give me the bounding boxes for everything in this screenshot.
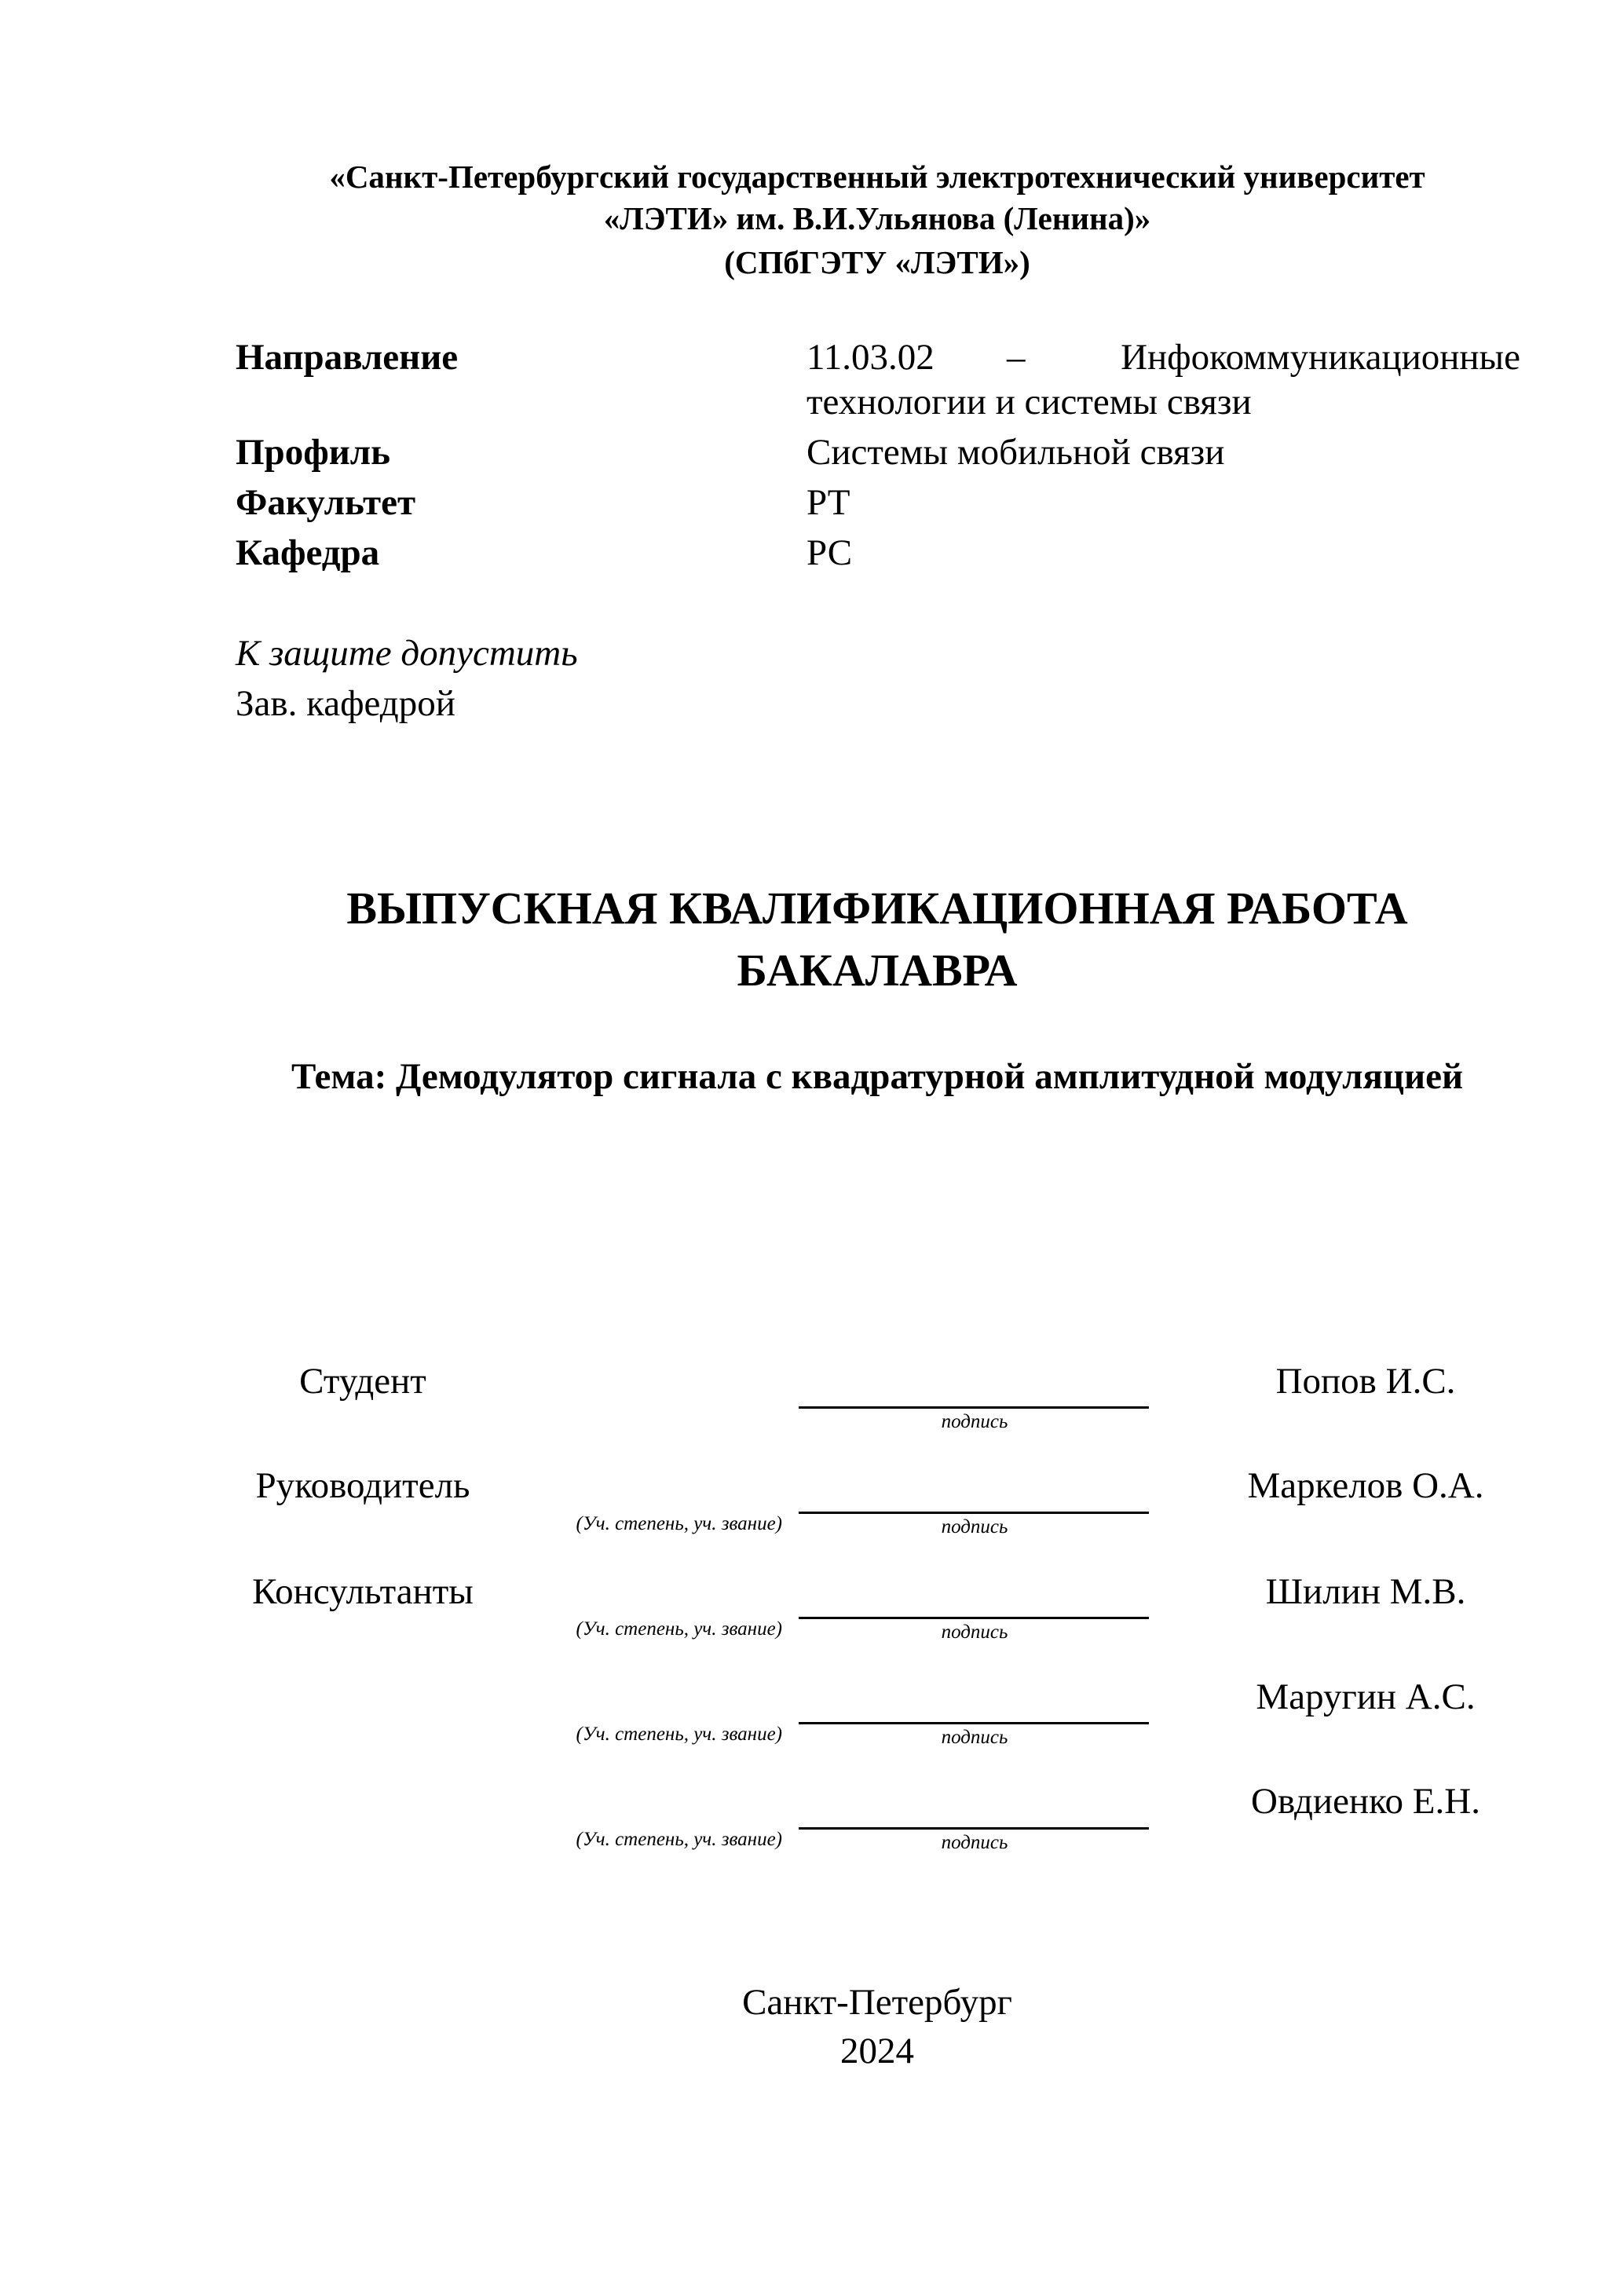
degree-caption: (Уч. степень, уч. звание) xyxy=(576,1724,782,1745)
topic: Тема: Демодулятор сигнала с квадратурной амплитудной модуляцией xyxy=(291,1056,1464,1097)
signature-line xyxy=(799,1722,1149,1724)
name-consultant-1: Шилин М.В. xyxy=(1265,1571,1466,1612)
signature-caption: подпись xyxy=(941,1727,1008,1748)
approval-line-1: К защите допустить xyxy=(236,633,578,674)
direction-label: Направление xyxy=(236,337,459,378)
role-supervisor: Руководитель xyxy=(255,1465,470,1506)
faculty-label: Факультет xyxy=(236,482,416,523)
signature-line xyxy=(799,1617,1149,1619)
title-line-2: БАКАЛАВРА xyxy=(737,945,1018,996)
city: Санкт-Петербург xyxy=(742,1982,1012,2023)
signature-line xyxy=(799,1406,1149,1409)
degree-caption: (Уч. степень, уч. звание) xyxy=(576,1829,782,1850)
signature-caption: подпись xyxy=(941,1516,1008,1537)
name-student: Попов И.С. xyxy=(1275,1361,1456,1402)
signature-caption: подпись xyxy=(941,1832,1008,1853)
department-value: РС xyxy=(807,532,853,573)
role-student: Студент xyxy=(299,1361,426,1402)
signature-caption: подпись xyxy=(941,1411,1008,1432)
signature-caption: подпись xyxy=(941,1621,1008,1643)
profile-value: Системы мобильной связи xyxy=(807,432,1225,473)
name-supervisor: Маркелов О.А. xyxy=(1247,1465,1484,1506)
name-consultant-3: Овдиенко Е.Н. xyxy=(1251,1781,1480,1822)
role-consultants: Консультанты xyxy=(252,1571,474,1612)
direction-name-1: Инфокоммуникационные xyxy=(1121,337,1520,378)
direction-name-2: технологии и системы связи xyxy=(807,382,1252,422)
department-label: Кафедра xyxy=(236,532,380,573)
degree-caption: (Уч. степень, уч. звание) xyxy=(576,1618,782,1640)
approval-line-2: Зав. кафедрой xyxy=(236,683,455,724)
name-consultant-2: Маругин А.С. xyxy=(1256,1676,1476,1717)
profile-label: Профиль xyxy=(236,432,391,473)
degree-caption: (Уч. степень, уч. звание) xyxy=(576,1513,782,1534)
title-line-1: ВЫПУСКНАЯ КВАЛИФИКАЦИОННАЯ РАБОТА xyxy=(346,883,1408,934)
header-line-1: «Санкт-Петербургский государственный электротехнический университет xyxy=(329,159,1425,195)
direction-dash: – xyxy=(1007,337,1026,378)
header-line-2: «ЛЭТИ» им. В.И.Ульянова (Ленина)» xyxy=(603,200,1151,236)
signature-line xyxy=(799,1512,1149,1514)
header-line-3: (СПбГЭТУ «ЛЭТИ») xyxy=(724,244,1030,280)
faculty-value: РТ xyxy=(807,482,850,523)
signature-line xyxy=(799,1827,1149,1830)
direction-code: 11.03.02 xyxy=(807,337,935,378)
year: 2024 xyxy=(840,2031,914,2071)
